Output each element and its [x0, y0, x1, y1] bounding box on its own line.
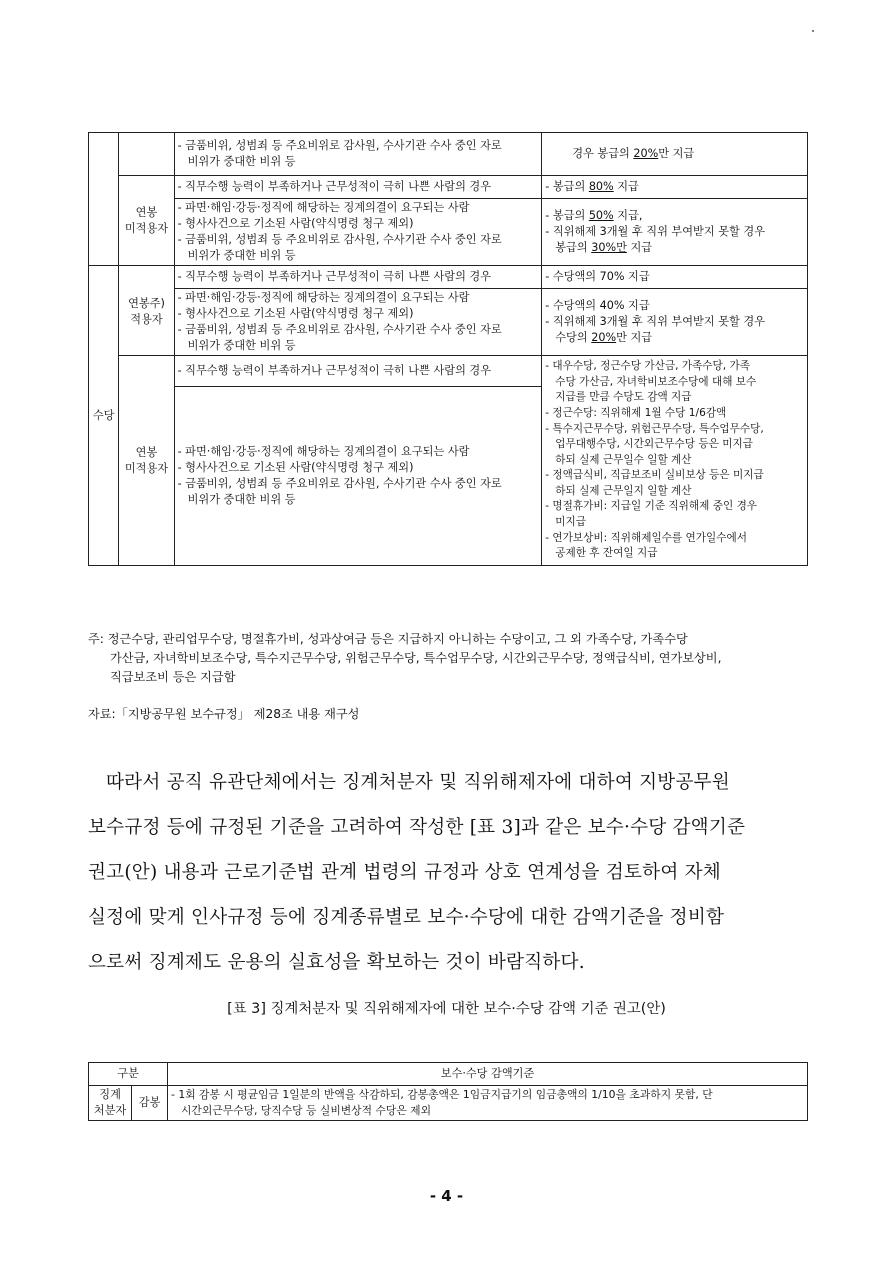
reason-line: - 금품비위, 성범죄 등 주요비위로 감사원, 수사기관 수사 중인 자로	[177, 323, 502, 336]
reduction-line: - 연가보상비: 직위해제일수를 연가일수에서	[545, 531, 747, 544]
table-cell	[174, 289, 542, 356]
reason-line: 비위가 중대한 비위 등	[187, 155, 296, 168]
body-paragraph	[88, 760, 813, 985]
reduction-percent: 50%	[588, 209, 614, 222]
row-text-line: - 1회 감봉 시 평균임금 1일분의 반액을 삭감하되, 감봉총액은 1임금지급기의 임금총액의 1/10을 초과하지 못함, 단	[171, 1088, 713, 1101]
reduction-line: 하되 실제 근무일수 일할 계산	[555, 453, 692, 466]
reduction-percent: 30%만	[591, 241, 627, 254]
table-cell	[174, 356, 542, 387]
reduction-line: 미지급	[555, 516, 586, 529]
reduction-text: - 봉급의	[545, 209, 589, 222]
reduction-percent: 20%	[591, 331, 617, 344]
reduction-line: 공제한 후 잔여일 지급	[555, 547, 658, 560]
label-line: 연봉주)	[128, 297, 165, 310]
table-cell	[89, 133, 119, 266]
source-note: 자료:「지방공무원 보수규정」 제28조 내용 재구성	[88, 707, 360, 721]
reduction-text: 경우 봉급의	[572, 147, 634, 160]
table-cell	[119, 133, 174, 176]
row-label	[119, 176, 174, 266]
reduction-text: 만 지급	[616, 331, 653, 344]
paragraph-line: 으로써 징계제도 운용의 실효성을 확보하는 것이 바람직하다.	[88, 952, 585, 973]
reduction-line: - 직위해제 3개월 후 직위 부여받지 못할 경우	[545, 315, 766, 328]
reduction-text: 만 지급	[658, 147, 695, 160]
header-cell: 보수·수당 감액기준	[168, 1063, 808, 1086]
label-line: 미적용자	[124, 221, 169, 235]
table-cell	[542, 133, 808, 176]
scan-dot	[812, 30, 814, 32]
recommendation-table	[88, 1062, 808, 1121]
label-line: 수당	[92, 408, 115, 422]
reduction-text: 봉급의	[555, 241, 592, 254]
reduction-text: 수당의	[555, 331, 592, 344]
table-cell	[174, 387, 542, 566]
label-line: 적용자	[130, 313, 163, 326]
row-text-line: 시간외근무수당, 당직수당 등 실비변상적 수당은 제외	[181, 1104, 432, 1117]
footnote-line: 주: 정근수당, 관리업무수당, 명절휴가비, 성과상여금 등은 지급하지 아니하는 수당이고, 그 외 가족수당, 가족수당	[88, 632, 688, 646]
table-cell	[542, 199, 808, 266]
reason-line: 비위가 중대한 비위 등	[187, 249, 296, 262]
reduction-line: - 수당액의 40% 지급	[545, 299, 650, 312]
reason-line: - 형사사건으로 기소된 사람(약식명령 청구 제외)	[177, 217, 414, 230]
reduction-line: 업무대행수당, 시간외근무수당 등은 미지급	[555, 438, 753, 451]
reason-line: - 형사사건으로 기소된 사람(약식명령 청구 제외)	[177, 461, 414, 474]
reason-line: - 직무수행 능력이 부족하거나 근무성적이 극히 나쁜 사람의 경우	[177, 364, 492, 377]
reduction-table	[88, 132, 808, 566]
table-row	[89, 1086, 808, 1121]
table-cell	[542, 176, 808, 199]
paragraph-line: 보수규정 등에 규정된 기준을 고려하여 작성한 [표 3]과 같은 보수·수당 감액기준	[88, 817, 746, 838]
reduction-text: 지급	[626, 241, 653, 254]
table-cell	[542, 289, 808, 356]
reason-line: - 형사사건으로 기소된 사람(약식명령 청구 제외)	[177, 307, 414, 320]
reduction-line: - 직위해제 3개월 후 직위 부여받지 못할 경우	[545, 225, 766, 238]
reduction-line: 수당 가산금, 자녀학비보조수당에 대해 보수	[555, 375, 757, 388]
label-line: 미적용자	[124, 461, 169, 475]
table-row	[89, 289, 808, 356]
reduction-line: 지급를 만큼 수당도 감액 지급	[555, 391, 692, 404]
header-cell: 구분	[89, 1063, 168, 1086]
reduction-line: - 특수지근무수당, 위험근무수당, 특수업무수당,	[545, 422, 764, 435]
reason-line: - 금품비위, 성범죄 등 주요비위로 감사원, 수사기관 수사 중인 자로	[177, 233, 502, 246]
table-cell	[168, 1086, 808, 1121]
page-number: - 4 -	[429, 1187, 464, 1205]
label-line: 징계	[99, 1088, 121, 1101]
reason-line: - 파면·해임·강등·정직에 해당하는 징계의결이 요구되는 사람	[177, 445, 470, 458]
table-row	[89, 356, 808, 387]
table-cell	[174, 266, 542, 289]
reason-line: - 파면·해임·강등·정직에 해당하는 징계의결이 요구되는 사람	[177, 201, 470, 214]
row-label	[119, 356, 174, 566]
table-row	[89, 133, 808, 176]
reduction-line: - 정근수당: 직위해제 1월 수당 1/6감액	[545, 406, 727, 419]
footnote-line: 가산금, 자녀학비보조수당, 특수지근무수당, 위험근무수당, 특수업무수당, 시간외근무수당, 정액급식비, 연가보상비,	[110, 651, 722, 665]
table-cell	[542, 356, 808, 566]
reduction-text: 지급	[613, 180, 639, 193]
row-sub-label: 감봉	[132, 1086, 168, 1121]
section-label	[89, 266, 119, 566]
table-cell	[174, 199, 542, 266]
paragraph-line: 권고(안) 내용과 근로기준법 관계 법령의 규정과 상호 연계성을 검토하여 자체	[88, 862, 721, 883]
reduction-text: - 봉급의	[545, 180, 589, 193]
label-line: 연봉	[135, 205, 158, 219]
paragraph-line: 실정에 맞게 인사규정 등에 징계종류별로 보수·수당에 대한 감액기준을 정비함	[88, 907, 725, 928]
table-caption: [표 3] 징계처분자 및 직위해제자에 대한 보수·수당 감액 기준 권고(안)	[227, 1001, 666, 1017]
table-header-row	[89, 1063, 808, 1086]
table-cell	[542, 266, 808, 289]
reduction-percent: 80%	[588, 180, 614, 193]
reason-line: 비위가 중대한 비위 등	[187, 339, 296, 352]
reason-line: - 직무수행 능력이 부족하거나 근무성적이 극히 나쁜 사람의 경우	[177, 270, 492, 283]
row-label	[119, 266, 174, 356]
reduction-line: 하되 실제 근무일지 일할 계산	[555, 484, 692, 497]
paragraph-line: 따라서 공직 유관단체에서는 징계처분자 및 직위해제자에 대하여 지방공무원	[106, 772, 730, 793]
reduction-line: - 정액급식비, 직급보조비 실비보상 등은 미지급	[545, 469, 764, 482]
table-row	[89, 176, 808, 199]
footnote	[88, 630, 818, 687]
reason-line: - 직무수행 능력이 부족하거나 근무성적이 극히 나쁜 사람의 경우	[177, 180, 492, 193]
reduction-text: 지급,	[613, 209, 643, 222]
reason-line: - 금품비위, 성범죄 등 주요비위로 감사원, 수사기관 수사 중인 자로	[177, 139, 502, 152]
label-line: 연봉	[135, 445, 158, 459]
table-row	[89, 199, 808, 266]
label-line: 처분자	[93, 1104, 127, 1117]
reduction-percent: 20%	[633, 147, 659, 160]
footnote-line: 직급보조비 등은 지급함	[110, 670, 236, 684]
reduction-line: - 대우수당, 정근수당 가산금, 가족수당, 가족	[545, 360, 750, 373]
table-row	[89, 266, 808, 289]
reduction-line: - 수당액의 70% 지급	[545, 270, 650, 283]
reason-line: - 파면·해임·강등·정직에 해당하는 징계의결이 요구되는 사람	[177, 291, 470, 304]
reason-line: - 금품비위, 성범죄 등 주요비위로 감사원, 수사기관 수사 중인 자로	[177, 477, 502, 490]
reduction-line: - 명절휴가비: 지급일 기준 직위해제 중인 경우	[545, 500, 758, 513]
table-cell	[174, 133, 542, 176]
row-label	[89, 1086, 132, 1121]
table-cell	[174, 176, 542, 199]
reason-line: 비위가 중대한 비위 등	[187, 493, 296, 506]
